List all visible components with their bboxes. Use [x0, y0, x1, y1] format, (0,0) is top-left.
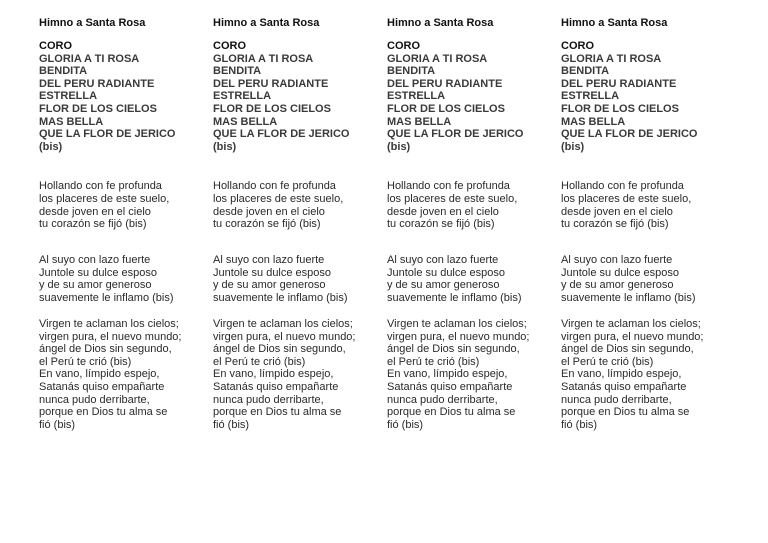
- coro-line: GLORIA A TI ROSA: [561, 52, 662, 65]
- coro-line: MAS BELLA: [387, 115, 452, 128]
- verse-line: ángel de Dios sin segundo,: [213, 343, 346, 356]
- coro-bis: (bis): [561, 140, 585, 153]
- verse-line: Hollando con fe profunda: [213, 180, 336, 193]
- verse-line: y de su amor generoso: [561, 279, 674, 292]
- coro-line: MAS BELLA: [561, 115, 626, 128]
- verse-line: fió (bis): [561, 418, 598, 431]
- coro-label: CORO: [213, 39, 246, 52]
- verse-line: desde joven en el cielo: [39, 205, 151, 218]
- verse-line: el Perú te crió (bis): [561, 355, 654, 368]
- verse-line: Virgen te aclaman los cielos;: [561, 317, 701, 330]
- verse-line: En vano, límpido espejo,: [387, 368, 508, 381]
- coro-line: GLORIA A TI ROSA: [387, 52, 488, 65]
- verse-line: nunca pudo derribarte,: [213, 393, 324, 406]
- verse-stanza: [39, 180, 211, 230]
- verse-line: los placeres de este suelo,: [561, 192, 692, 205]
- verse-line: porque en Dios tu alma se: [387, 406, 516, 419]
- coro-line: ESTRELLA: [387, 90, 446, 103]
- coro-line: ESTRELLA: [39, 90, 98, 103]
- coro-line: BENDITA: [387, 65, 436, 78]
- verse-line: y de su amor generoso: [213, 279, 326, 292]
- verse-line: porque en Dios tu alma se: [39, 406, 168, 419]
- hymn-title: Himno a Santa Rosa: [387, 17, 494, 29]
- verse-stanza: [387, 180, 559, 230]
- coro-line: BENDITA: [39, 65, 88, 78]
- coro-line: DEL PERU RADIANTE: [387, 77, 503, 90]
- coro-bis: (bis): [39, 140, 63, 153]
- verse-line: virgen pura, el nuevo mundo;: [561, 330, 704, 343]
- verse-line: Al suyo con lazo fuerte: [387, 254, 499, 267]
- coro-line: QUE LA FLOR DE JERICO: [39, 128, 176, 141]
- verse-line: Al suyo con lazo fuerte: [39, 254, 151, 267]
- verse-line: Al suyo con lazo fuerte: [213, 254, 325, 267]
- coro-line: DEL PERU RADIANTE: [39, 77, 155, 90]
- verse-line: Al suyo con lazo fuerte: [561, 254, 673, 267]
- verse-line: nunca pudo derribarte,: [561, 393, 672, 406]
- verse-line: los placeres de este suelo,: [387, 192, 518, 205]
- hymn-title: Himno a Santa Rosa: [213, 17, 320, 29]
- verse-line: desde joven en el cielo: [561, 205, 673, 218]
- verse-line: En vano, límpido espejo,: [39, 368, 160, 381]
- coro-line: GLORIA A TI ROSA: [39, 52, 140, 65]
- verse-line: Satanás quiso empañarte: [39, 380, 165, 393]
- verse-line: Virgen te aclaman los cielos;: [39, 317, 179, 330]
- verse-line: Satanás quiso empañarte: [561, 380, 687, 393]
- verse-stanza: [561, 180, 733, 230]
- verse-line: Juntole su dulce esposo: [39, 266, 158, 279]
- coro-line: DEL PERU RADIANTE: [561, 77, 677, 90]
- verse-line: Juntole su dulce esposo: [387, 266, 506, 279]
- verse-stanza: [213, 254, 385, 304]
- verse-line: En vano, límpido espejo,: [213, 368, 334, 381]
- verse-line: ángel de Dios sin segundo,: [387, 343, 520, 356]
- coro-line: QUE LA FLOR DE JERICO: [213, 128, 350, 141]
- verse-line: los placeres de este suelo,: [213, 192, 344, 205]
- verse-line: desde joven en el cielo: [213, 205, 325, 218]
- coro-line: GLORIA A TI ROSA: [213, 52, 314, 65]
- verse-line: el Perú te crió (bis): [39, 355, 132, 368]
- coro-label: CORO: [39, 39, 72, 52]
- coro-bis: (bis): [213, 140, 237, 153]
- verse-line: Virgen te aclaman los cielos;: [213, 317, 353, 330]
- verse-line: ángel de Dios sin segundo,: [39, 343, 172, 356]
- verse-stanza: [213, 180, 385, 230]
- verse-line: ángel de Dios sin segundo,: [561, 343, 694, 356]
- coro-line: FLOR DE LOS CIELOS: [387, 102, 505, 115]
- verse-line: suavemente le inflamo (bis): [39, 291, 174, 304]
- verse-line: suavemente le inflamo (bis): [387, 291, 522, 304]
- hymn-column: [213, 17, 385, 431]
- coro-label: CORO: [561, 39, 594, 52]
- coro-line: BENDITA: [213, 65, 262, 78]
- verse-stanza: [561, 254, 733, 304]
- verse-line: el Perú te crió (bis): [213, 355, 306, 368]
- verse-stanza: [213, 318, 385, 431]
- verse-line: Hollando con fe profunda: [387, 180, 510, 193]
- verse-line: En vano, límpido espejo,: [561, 368, 682, 381]
- coro-line: DEL PERU RADIANTE: [213, 77, 329, 90]
- hymn-column: [561, 17, 733, 431]
- verse-line: Virgen te aclaman los cielos;: [387, 317, 527, 330]
- coro-line: MAS BELLA: [39, 115, 104, 128]
- verse-stanza: [387, 318, 559, 431]
- verse-line: y de su amor generoso: [387, 279, 500, 292]
- coro-bis: (bis): [387, 140, 411, 153]
- verse-stanza: [561, 318, 733, 431]
- verse-line: Juntole su dulce esposo: [561, 266, 680, 279]
- verse-line: fió (bis): [39, 418, 76, 431]
- verse-line: tu corazón se fijó (bis): [387, 218, 495, 231]
- hymn-title: Himno a Santa Rosa: [561, 17, 668, 29]
- coro-line: FLOR DE LOS CIELOS: [39, 102, 157, 115]
- verse-line: nunca pudo derribarte,: [387, 393, 498, 406]
- coro-line: ESTRELLA: [213, 90, 272, 103]
- verse-line: Hollando con fe profunda: [561, 180, 684, 193]
- coro-line: ESTRELLA: [561, 90, 620, 103]
- verse-stanza: [39, 254, 211, 304]
- coro-line: FLOR DE LOS CIELOS: [213, 102, 331, 115]
- coro-line: QUE LA FLOR DE JERICO: [561, 128, 698, 141]
- verse-line: Satanás quiso empañarte: [213, 380, 339, 393]
- verse-stanza: [39, 318, 211, 431]
- hymn-column: [39, 17, 211, 431]
- verse-line: el Perú te crió (bis): [387, 355, 480, 368]
- coro-line: BENDITA: [561, 65, 610, 78]
- verse-line: virgen pura, el nuevo mundo;: [213, 330, 356, 343]
- verse-line: tu corazón se fijó (bis): [561, 218, 669, 231]
- verse-stanza: [387, 254, 559, 304]
- verse-line: Satanás quiso empañarte: [387, 380, 513, 393]
- verse-line: suavemente le inflamo (bis): [213, 291, 348, 304]
- coro-line: FLOR DE LOS CIELOS: [561, 102, 679, 115]
- verse-line: suavemente le inflamo (bis): [561, 291, 696, 304]
- verse-line: fió (bis): [213, 418, 250, 431]
- verse-line: tu corazón se fijó (bis): [213, 218, 321, 231]
- coro-line: QUE LA FLOR DE JERICO: [387, 128, 524, 141]
- verse-line: Hollando con fe profunda: [39, 180, 162, 193]
- verse-line: porque en Dios tu alma se: [561, 406, 690, 419]
- verse-line: virgen pura, el nuevo mundo;: [39, 330, 182, 343]
- coro-label: CORO: [387, 39, 420, 52]
- hymn-column: [387, 17, 559, 431]
- verse-line: los placeres de este suelo,: [39, 192, 170, 205]
- verse-line: porque en Dios tu alma se: [213, 406, 342, 419]
- verse-line: y de su amor generoso: [39, 279, 152, 292]
- verse-line: desde joven en el cielo: [387, 205, 499, 218]
- verse-line: tu corazón se fijó (bis): [39, 218, 147, 231]
- coro-line: MAS BELLA: [213, 115, 278, 128]
- verse-line: fió (bis): [387, 418, 424, 431]
- verse-line: Juntole su dulce esposo: [213, 266, 332, 279]
- hymn-title: Himno a Santa Rosa: [39, 17, 146, 29]
- verse-line: nunca pudo derribarte,: [39, 393, 150, 406]
- verse-line: virgen pura, el nuevo mundo;: [387, 330, 530, 343]
